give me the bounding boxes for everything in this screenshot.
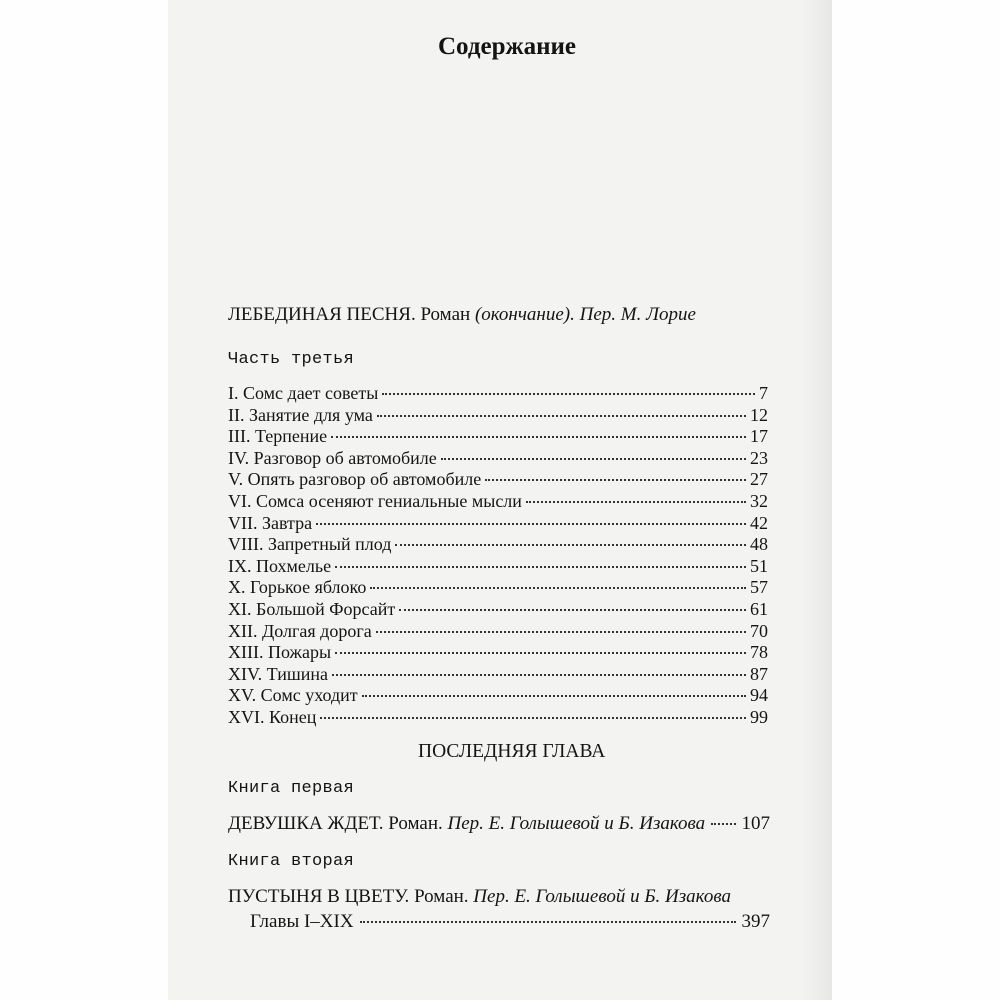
page-gutter-shade <box>802 0 832 1000</box>
page-number: 42 <box>750 512 768 533</box>
chapter-entry <box>228 448 768 470</box>
page-number: 23 <box>750 447 768 468</box>
chapter-entry <box>228 621 768 643</box>
table-of-contents <box>228 0 768 1000</box>
dot-leader <box>399 609 746 611</box>
chapter-entry <box>228 534 768 556</box>
chapter-entry <box>228 599 768 621</box>
dot-leader <box>335 652 746 654</box>
chapter-entry <box>228 556 768 578</box>
work-title: ДЕВУШКА ЖДЕТ. <box>228 813 384 834</box>
dot-leader <box>362 695 746 697</box>
chapter-title: XII. Долгая дорога <box>228 620 372 641</box>
work-note: (окончание). <box>474 304 575 325</box>
page-number: 87 <box>750 663 768 684</box>
work-entry-flowering-wilderness <box>228 886 731 908</box>
part-heading: Часть третья <box>228 350 355 369</box>
chapter-entry <box>228 685 768 707</box>
work-entry-swan-song <box>228 304 696 326</box>
chapter-title: XI. Большой Форсайт <box>228 599 396 619</box>
chapter-entry <box>228 642 768 664</box>
chapter-title: XVI. Конец <box>228 707 317 727</box>
chapter-entry <box>228 383 768 405</box>
chapter-title: XV. Сомс уходит <box>228 685 358 706</box>
chapter-entry <box>228 664 768 686</box>
chapter-entry <box>228 491 768 513</box>
page-number: 94 <box>750 685 768 706</box>
work-entry-maid-in-waiting <box>228 813 770 837</box>
chapter-title: VII. Завтра <box>228 512 313 533</box>
chapter-title: XIII. Пожары <box>228 642 332 663</box>
chapter-title: IV. Разговор об автомобиле <box>228 447 437 468</box>
book-heading-second: Книга вторая <box>228 852 355 871</box>
page-number: 17 <box>750 426 768 447</box>
chapter-title: I. Сомс дает советы <box>228 383 379 403</box>
chapter-title: IX. Похмелье <box>228 555 332 576</box>
chapters-range-entry <box>250 911 770 935</box>
chapter-entry <box>228 405 768 427</box>
section-heading: ПОСЛЕДНЯЯ ГЛАВА <box>418 741 606 762</box>
chapter-entry <box>228 513 768 535</box>
chapter-title: II. Занятие для ума <box>228 404 373 425</box>
dot-leader <box>485 479 746 481</box>
page-number: 70 <box>750 620 768 641</box>
chapter-title: VI. Сомса осеняют гениальные мысли <box>228 491 522 511</box>
page-number: 78 <box>750 642 768 663</box>
chapter-title: X. Горькое яблоко <box>228 577 367 598</box>
page-number: 51 <box>750 555 768 576</box>
work-genre: Роман. <box>388 813 443 834</box>
page-number: 107 <box>741 813 770 834</box>
work-translator: Пер. Е. Голышевой и Б. Изакова <box>473 886 731 907</box>
work-title: ПУСТЫНЯ В ЦВЕТУ. <box>228 886 410 907</box>
chapter-entry <box>228 577 768 599</box>
work-translator: Пер. М. Лорие <box>579 304 696 325</box>
book-heading-first: Книга первая <box>228 779 355 798</box>
dot-leader <box>376 631 746 633</box>
work-translator: Пер. Е. Голышевой и Б. Изакова <box>447 813 706 834</box>
dot-leader <box>370 587 746 589</box>
chapter-entry <box>228 426 768 448</box>
page-number: 99 <box>750 707 768 727</box>
dot-leader <box>360 921 736 923</box>
chapter-entry <box>228 469 768 491</box>
dot-leader <box>377 415 746 417</box>
page-number: 48 <box>750 534 768 555</box>
dot-leader <box>320 717 746 719</box>
dot-leader <box>441 458 746 460</box>
page-title: Содержание <box>438 33 577 60</box>
dot-leader <box>382 393 755 395</box>
dot-leader <box>332 674 746 676</box>
page-number: 27 <box>750 469 768 490</box>
chapter-title: XIV. Тишина <box>228 663 328 684</box>
dot-leader <box>711 823 735 825</box>
dot-leader <box>395 544 746 546</box>
page-number: 397 <box>741 911 770 932</box>
work-genre: Роман <box>420 304 471 325</box>
chapter-title: V. Опять разговор об автомобиле <box>228 469 482 490</box>
work-genre: Роман. <box>414 886 469 907</box>
page-number: 12 <box>750 404 768 425</box>
chapter-title: III. Терпение <box>228 426 328 447</box>
dot-leader <box>526 501 746 503</box>
page-number: 32 <box>750 491 768 511</box>
dot-leader <box>316 523 746 525</box>
page-number: 57 <box>750 577 768 598</box>
work-title: ЛЕБЕДИНАЯ ПЕСНЯ. <box>228 304 416 325</box>
chapter-entry <box>228 707 768 729</box>
page-number: 61 <box>750 599 768 619</box>
chapters-range-label: Главы I–XIX <box>250 911 354 932</box>
dot-leader <box>331 436 746 438</box>
page-number: 7 <box>759 383 768 403</box>
chapter-title: VIII. Запретный плод <box>228 534 392 555</box>
dot-leader <box>335 566 746 568</box>
